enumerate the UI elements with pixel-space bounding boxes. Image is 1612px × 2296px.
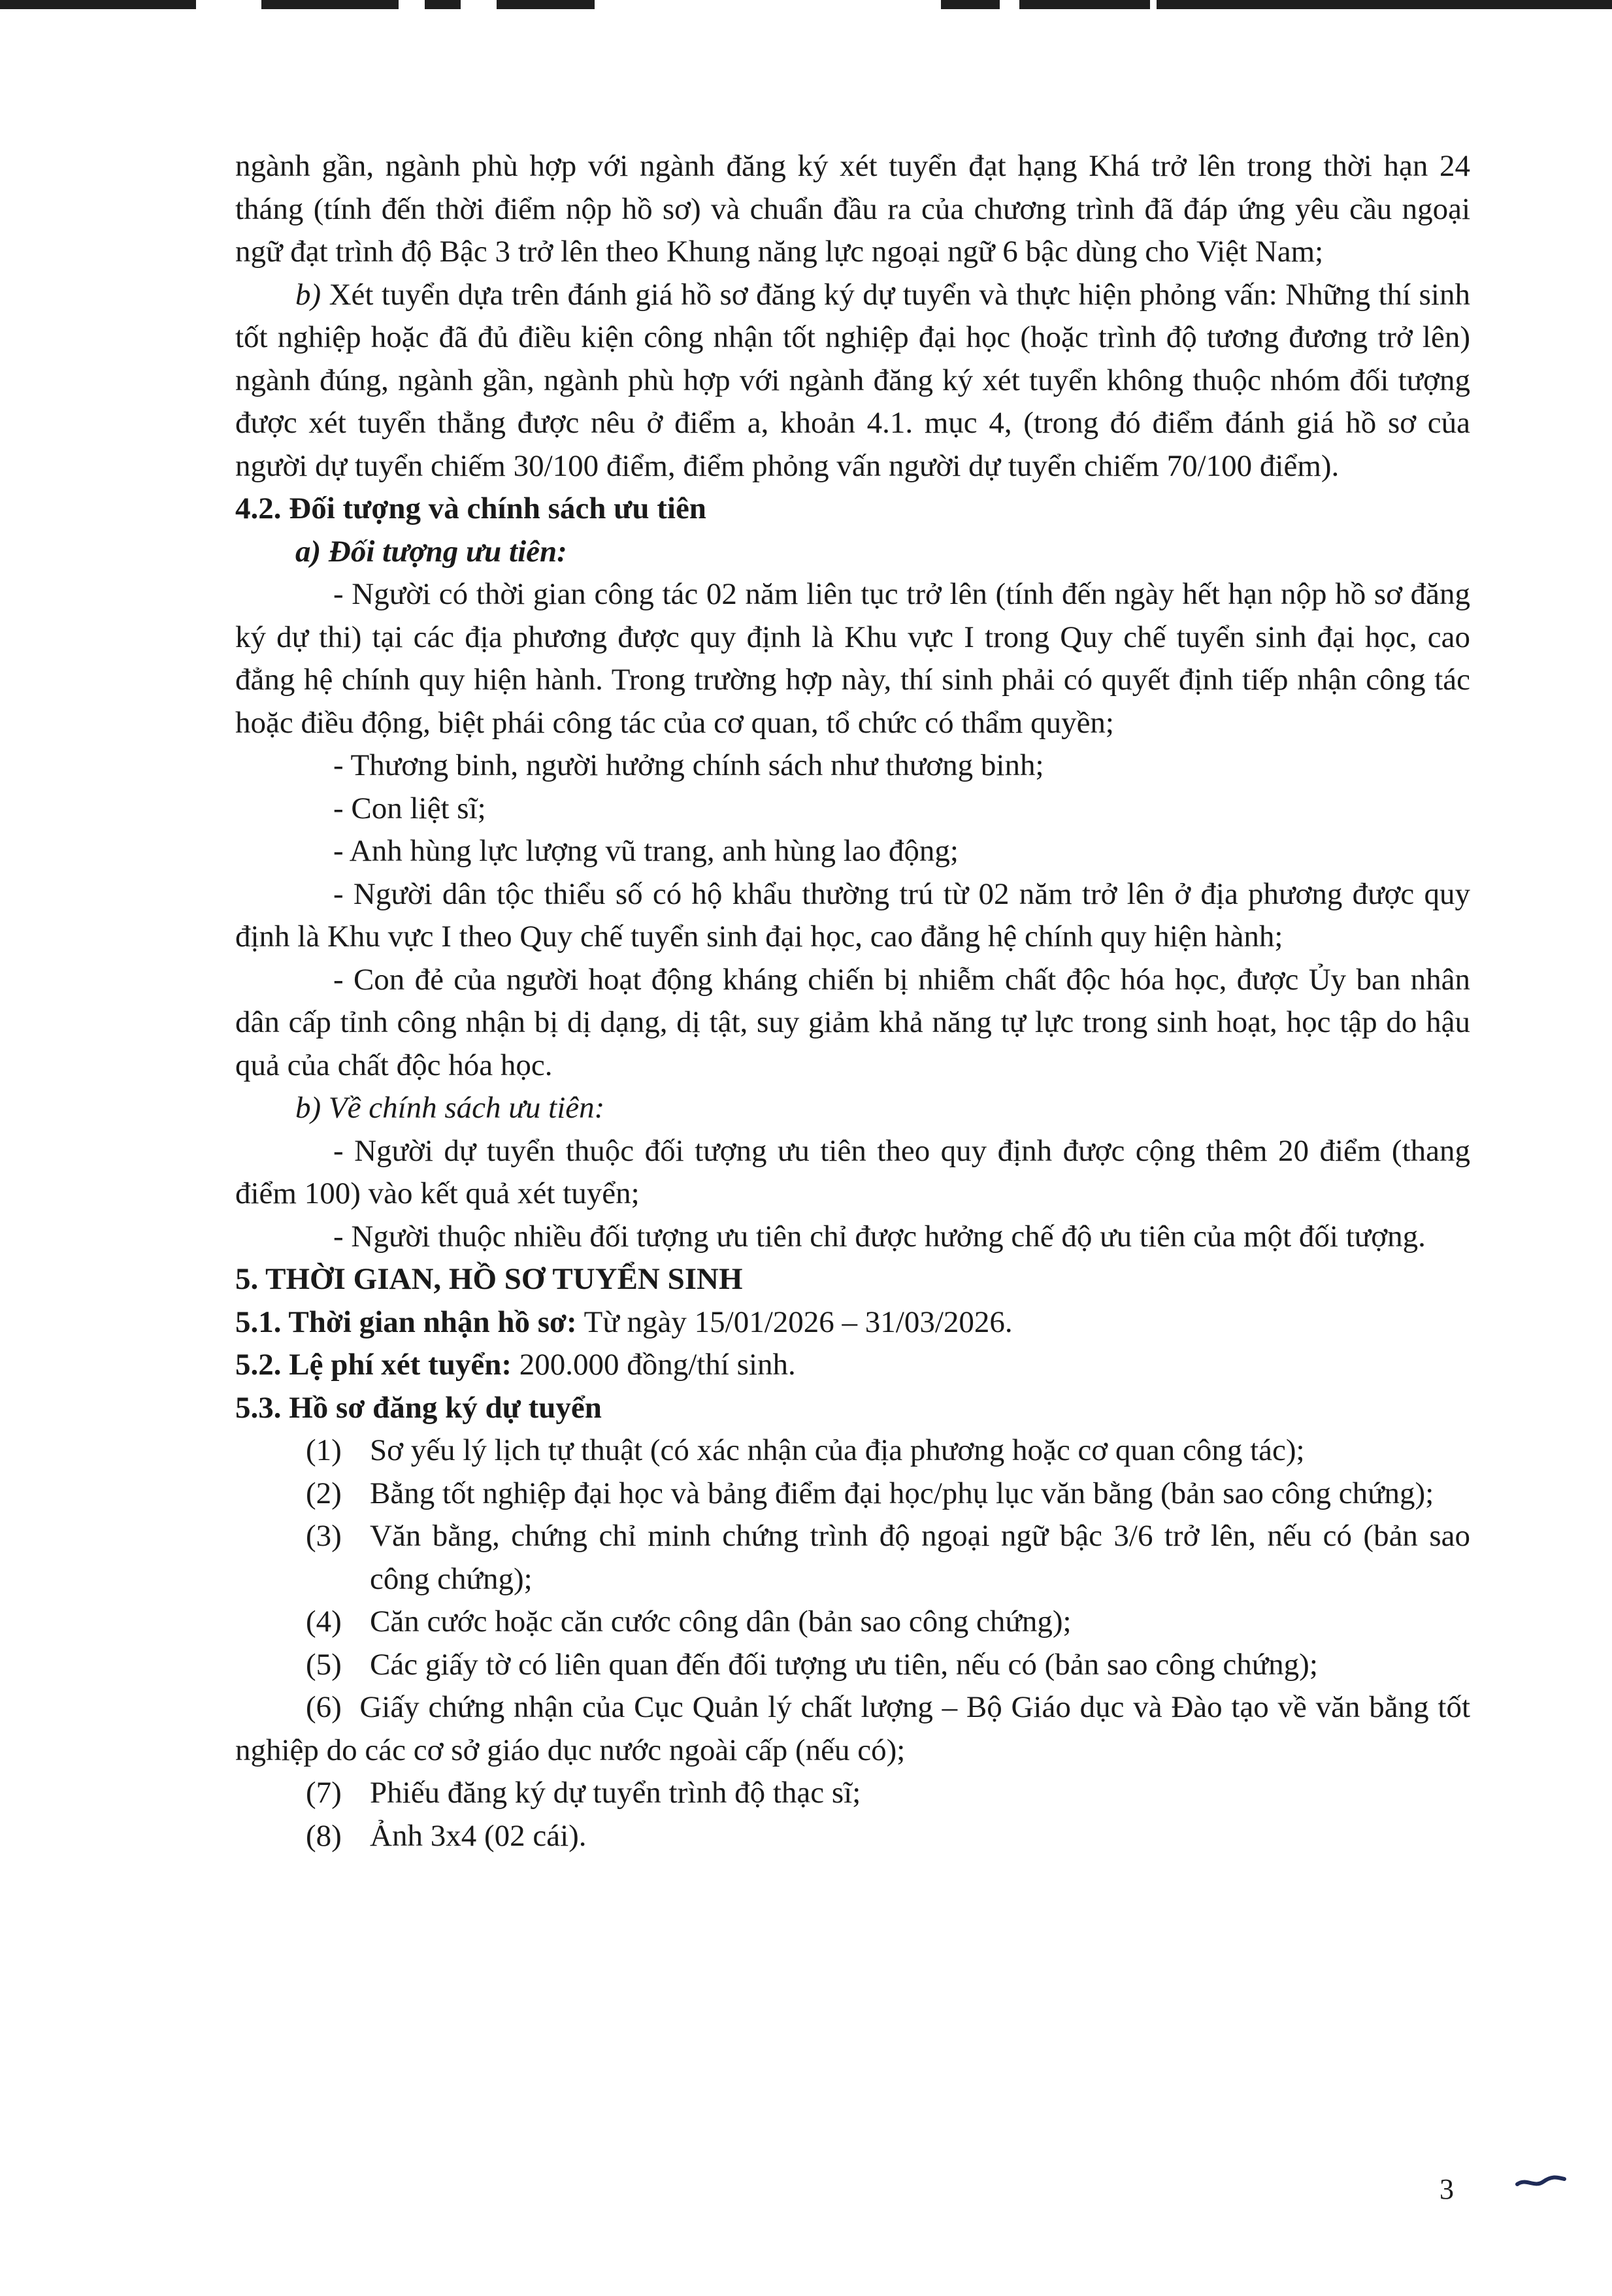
- scan-edge-bar: [941, 0, 1000, 9]
- list-item-text: Ảnh 3x4 (02 cái).: [370, 1818, 587, 1853]
- priority-policy-heading: b) Về chính sách ưu tiên:: [295, 1091, 605, 1125]
- list-item-text: Phiếu đăng ký dự tuyển trình độ thạc sĩ;: [370, 1776, 861, 1810]
- list-item-text: Sơ yếu lý lịch tự thuật (có xác nhận của địa phương hoặc cơ quan công tác);: [370, 1433, 1305, 1467]
- scan-edge-bar: [425, 0, 461, 9]
- document-list-item: [235, 1815, 1470, 1858]
- initial-mark-icon: [1515, 2169, 1567, 2195]
- document-list-item: [235, 1515, 1470, 1601]
- scan-edge-bar: [0, 0, 196, 9]
- document-page: [235, 145, 1470, 1857]
- document-list-item: [235, 1429, 1470, 1472]
- page-number: 3: [1439, 2173, 1454, 2205]
- priority-subject-item: - Anh hùng lực lượng vũ trang, anh hùng lao động;: [333, 834, 959, 868]
- list-item-number: (5): [306, 1647, 342, 1682]
- priority-subject-item: - Con đẻ của người hoạt động kháng chiến bị nhiễm chất độc hóa học, được Ủy ban nhân dân cấp tỉnh công nhận bị dị dạng, dị tật, suy giảm khả năng tự lực trong sinh hoạt, học tập do hậu quả của chất độc hóa học.: [235, 962, 1470, 1082]
- scan-edge-bar: [1019, 0, 1150, 9]
- priority-subject-item: - Người có thời gian công tác 02 năm liên tục trở lên (tính đến ngày hết hạn nộp hồ sơ đăng ký dự thi) tại các địa phương được quy định là Khu vực I trong Quy chế tuyển sinh đại học, cao đẳng hệ chính quy hiện hành. Trong trường hợp này, thí sinh phải có quyết định tiếp nhận công tác hoặc điều động, biệt phái công tác của cơ quan, tổ chức có thẩm quyền;: [235, 577, 1470, 740]
- document-list-item: [235, 1472, 1470, 1516]
- document-list-item: [235, 1644, 1470, 1687]
- list-item-number: (7): [306, 1776, 342, 1810]
- list-item-text: Văn bằng, chứng chỉ minh chứng trình độ ngoại ngữ bậc 3/6 trở lên, nếu có (bản sao công chứng);: [370, 1519, 1470, 1596]
- priority-subject-item: - Thương binh, người hưởng chính sách như thương binh;: [333, 748, 1044, 782]
- scan-edge-bar: [261, 0, 399, 9]
- list-item-text: Các giấy tờ có liên quan đến đối tượng ưu tiên, nếu có (bản sao công chứng);: [370, 1647, 1318, 1682]
- application-fee: [235, 1344, 1470, 1387]
- application-period: [235, 1301, 1470, 1344]
- scan-edge-bar: [1157, 0, 1612, 9]
- scan-edge-bar: [497, 0, 595, 9]
- criteria-b-paragraph: [235, 274, 1470, 488]
- list-item-text: Bằng tốt nghiệp đại học và bảng điểm đại học/phụ lục văn bằng (bản sao công chứng);: [370, 1476, 1434, 1510]
- document-list-item: [235, 1601, 1470, 1644]
- list-item-number: (1): [306, 1433, 342, 1467]
- criteria-b-text: Xét tuyển dựa trên đánh giá hồ sơ đăng ký dự tuyển và thực hiện phỏng vấn: Những thí sinh tốt nghiệp hoặc đã đủ điều kiện công nhận tốt nghiệp đại học (hoặc trình độ tương đương trở lên) ngành đúng, ngành gần, ngành phù hợp với ngành đăng ký xét tuyển không thuộc nhóm đối tượng được xét tuyển thẳng được nêu ở điểm a, khoản 4.1. mục 4, (trong đó điểm đánh giá hồ sơ của người dự tuyển chiếm 30/100 điểm, điểm phỏng vấn người dự tuyển chiếm 70/100 điểm).: [235, 277, 1470, 483]
- list-item-text: Giấy chứng nhận của Cục Quản lý chất lượng – Bộ Giáo dục và Đào tạo về văn bằng tốt nghiệp do các cơ sở giáo dục nước ngoài cấp (nếu có);: [235, 1690, 1470, 1767]
- priority-policy-item: - Người dự tuyển thuộc đối tượng ưu tiên theo quy định được cộng thêm 20 điểm (thang điểm 100) vào kết quả xét tuyển;: [235, 1133, 1470, 1210]
- application-period-label: 5.1. Thời gian nhận hồ sơ:: [235, 1305, 577, 1339]
- list-item-number: (3): [306, 1519, 342, 1553]
- document-list-item: [235, 1772, 1470, 1815]
- priority-subject-item: - Con liệt sĩ;: [333, 791, 486, 825]
- application-fee-label: 5.2. Lệ phí xét tuyển:: [235, 1348, 512, 1382]
- section-5-heading: 5. THỜI GIAN, HỒ SƠ TUYỂN SINH: [235, 1262, 743, 1296]
- list-item-number: (4): [306, 1605, 342, 1639]
- continuation-paragraph: ngành gần, ngành phù hợp với ngành đăng ký xét tuyển đạt hạng Khá trở lên trong thời hạn 24 tháng (tính đến thời điểm nộp hồ sơ) và chuẩn đầu ra của chương trình đã đáp ứng yêu cầu ngoại ngữ đạt trình độ Bậc 3 trở lên theo Khung năng lực ngoại ngữ 6 bậc dùng cho Việt Nam;: [235, 149, 1470, 269]
- priority-subject-item: - Người dân tộc thiểu số có hộ khẩu thường trú từ 02 năm trở lên ở địa phương được quy định là Khu vực I theo Quy chế tuyển sinh đại học, cao đẳng hệ chính quy hiện hành;: [235, 876, 1470, 954]
- section-4-2-heading: 4.2. Đối tượng và chính sách ưu tiên: [235, 491, 706, 525]
- priority-subjects-heading: a) Đối tượng ưu tiên:: [295, 534, 567, 569]
- priority-policy-item: - Người thuộc nhiều đối tượng ưu tiên chỉ được hưởng chế độ ưu tiên của một đối tượng.: [333, 1219, 1426, 1254]
- criteria-b-label: b): [295, 277, 321, 312]
- list-item-number: (6): [306, 1690, 342, 1724]
- application-docs-heading: 5.3. Hồ sơ đăng ký dự tuyển: [235, 1390, 602, 1425]
- document-list-item: [235, 1686, 1470, 1772]
- application-period-value: Từ ngày 15/01/2026 – 31/03/2026.: [576, 1305, 1013, 1339]
- list-item-number: (8): [306, 1818, 342, 1853]
- list-item-number: (2): [306, 1476, 342, 1510]
- application-fee-value: 200.000 đồng/thí sinh.: [512, 1348, 796, 1382]
- list-item-text: Căn cước hoặc căn cước công dân (bản sao công chứng);: [370, 1605, 1072, 1639]
